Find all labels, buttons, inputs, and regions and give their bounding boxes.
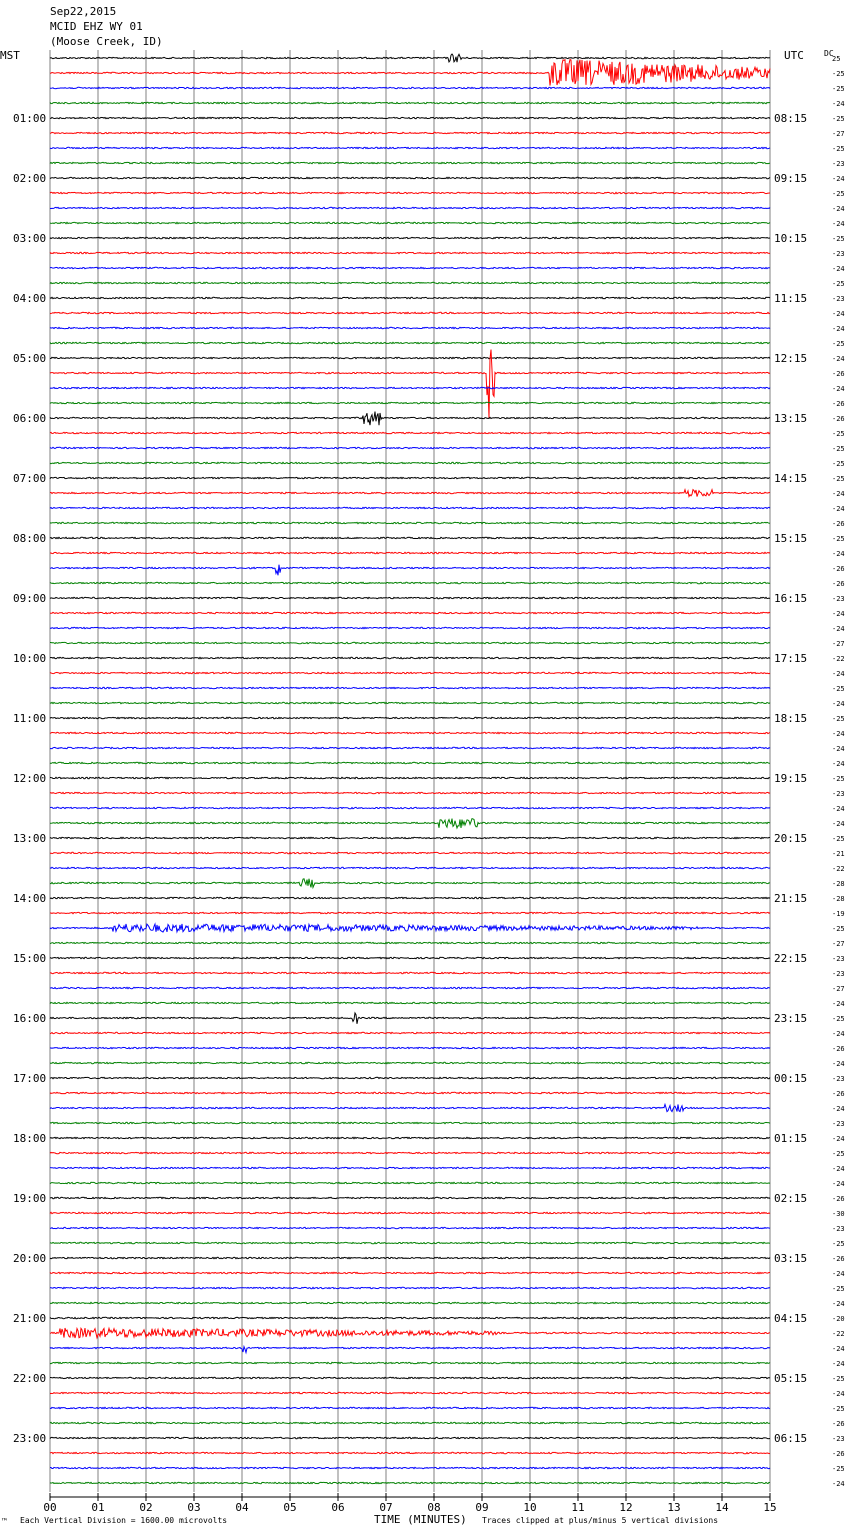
seismic-trace (50, 252, 770, 253)
left-hour-label: 01:00 (13, 112, 47, 125)
left-hour-label: 14:00 (13, 892, 47, 905)
seismic-trace (50, 867, 770, 868)
x-tick-label: 07 (379, 1501, 393, 1514)
seismic-trace (50, 350, 770, 418)
seismic-trace (50, 924, 770, 932)
seismic-trace (50, 147, 770, 148)
dc-offset-label: -26 (832, 580, 845, 588)
dc-offset-label: -25 (832, 1015, 845, 1023)
right-hour-label: 12:15 (774, 352, 808, 365)
seismic-trace (50, 897, 770, 898)
dc-offset-label: -24 (832, 745, 845, 753)
dc-offset-label: -25 (832, 85, 845, 93)
dc-offset-label: -24 (832, 355, 845, 363)
left-hour-label: 07:00 (13, 472, 47, 485)
left-hour-label: 02:00 (13, 172, 47, 185)
dc-offset-label: -26 (832, 370, 845, 378)
dc-offset-label: -27 (832, 640, 845, 648)
x-tick-label: 01 (91, 1501, 105, 1514)
dc-offset-label: -24 (832, 550, 845, 558)
dc-offset-label: -25 (832, 1150, 845, 1158)
dc-offset-label: -27 (832, 985, 845, 993)
left-hour-label: 09:00 (13, 592, 47, 605)
x-tick-label: 00 (43, 1501, 57, 1514)
seismic-trace (50, 972, 770, 973)
dc-offset-label: -25 (832, 835, 845, 843)
dc-offset-label: -24 (832, 1000, 845, 1008)
seismic-trace (50, 807, 770, 808)
seismic-trace (50, 507, 770, 508)
dc-offset-label: -22 (832, 1330, 845, 1338)
dc-offset-label: -24 (832, 1345, 845, 1353)
right-hour-label: 04:15 (774, 1312, 808, 1325)
left-hour-label: 06:00 (13, 412, 47, 425)
x-tick-label: 03 (187, 1501, 201, 1514)
right-hour-label: 06:15 (774, 1432, 808, 1445)
dc-offset-label: -24 (832, 1270, 845, 1278)
dc-offset-label: -26 (832, 1420, 845, 1428)
x-tick-label: 08 (427, 1501, 441, 1514)
seismic-trace (50, 447, 770, 448)
seismic-trace (50, 732, 770, 733)
dc-offset-label: -24 (832, 1180, 845, 1188)
seismic-trace (50, 177, 770, 178)
dc-offset-label: -30 (832, 1210, 845, 1218)
left-hour-label: 17:00 (13, 1072, 47, 1085)
seismic-trace (50, 490, 770, 497)
seismic-trace (50, 1482, 770, 1483)
dc-offset-label: -24 (832, 100, 845, 108)
dc-offset-label: -23 (832, 790, 845, 798)
dc-offset-label: -24 (832, 1105, 845, 1113)
dc-offset-label: -24 (832, 670, 845, 678)
seismic-trace (50, 1328, 770, 1338)
seismic-trace (50, 672, 770, 673)
x-tick-label: 15 (763, 1501, 777, 1514)
footer-corner-mark: ™ (2, 1517, 7, 1526)
vertical-division-note: Each Vertical Division = 1600.00 microvolts (20, 1516, 228, 1525)
seismic-trace (50, 297, 770, 298)
seismic-trace (50, 717, 770, 718)
seismic-trace (50, 54, 770, 62)
right-hour-label: 19:15 (774, 772, 808, 785)
right-timezone-label: UTC (784, 49, 804, 62)
seismic-trace (50, 1137, 770, 1138)
seismic-trace (50, 402, 770, 403)
dc-offset-label: -23 (832, 595, 845, 603)
x-tick-label: 12 (619, 1501, 633, 1514)
seismic-trace (50, 462, 770, 463)
dc-offset-label: -25 (832, 1405, 845, 1413)
dc-offset-label: -23 (832, 1075, 845, 1083)
dc-offset-label: -27 (832, 940, 845, 948)
dc-offset-label: -25 (832, 460, 845, 468)
seismic-trace (50, 957, 770, 958)
left-hour-label: 03:00 (13, 232, 47, 245)
dc-offset-label: -25 (832, 925, 845, 933)
seismic-trace (50, 642, 770, 643)
right-hour-label: 21:15 (774, 892, 808, 905)
x-tick-label: 13 (667, 1501, 681, 1514)
dc-offset-label: -24 (832, 310, 845, 318)
seismic-trace (50, 387, 770, 388)
dc-offset-label: -23 (832, 160, 845, 168)
dc-offset-label: -25 (832, 280, 845, 288)
seismic-trace (50, 1347, 770, 1353)
seismic-trace (50, 837, 770, 838)
seismic-trace (50, 597, 770, 598)
seismic-trace (50, 1212, 770, 1213)
dc-offset-label: -24 (832, 385, 845, 393)
left-hour-label: 05:00 (13, 352, 47, 365)
dc-offset-label: -25 (832, 430, 845, 438)
dc-offset-label: -23 (832, 295, 845, 303)
seismic-trace (50, 537, 770, 538)
seismic-trace (50, 327, 770, 328)
left-hour-label: 13:00 (13, 832, 47, 845)
dc-offset-label: -26 (832, 565, 845, 573)
dc-offset-label: -25 (832, 235, 845, 243)
dc-offset-label: -24 (832, 505, 845, 513)
dc-offset-label: -24 (832, 205, 845, 213)
seismic-trace (50, 1287, 770, 1288)
dc-offset-label: -26 (832, 1255, 845, 1263)
x-tick-label: 05 (283, 1501, 297, 1514)
seismic-trace (50, 522, 770, 523)
seismic-trace (50, 192, 770, 193)
left-hour-label: 23:00 (13, 1432, 47, 1445)
right-hour-label: 05:15 (774, 1372, 808, 1385)
right-hour-label: 22:15 (774, 952, 808, 965)
left-hour-label: 15:00 (13, 952, 47, 965)
seismic-trace (50, 1104, 770, 1111)
dc-offset-label: -24 (832, 490, 845, 498)
left-hour-label: 16:00 (13, 1012, 47, 1025)
dc-offset-label: -25 (832, 340, 845, 348)
right-hour-label: 01:15 (774, 1132, 808, 1145)
seismic-trace (50, 222, 770, 223)
seismic-trace (50, 312, 770, 313)
seismic-trace (50, 117, 770, 118)
right-hour-label: 09:15 (774, 172, 808, 185)
dc-offset-label: -24 (832, 325, 845, 333)
dc-offset-label: -24 (832, 1390, 845, 1398)
dc-offset-label: -25 (832, 115, 845, 123)
seismic-trace (50, 942, 770, 943)
seismic-trace (50, 1167, 770, 1168)
right-hour-label: 23:15 (774, 1012, 808, 1025)
dc-offset-label: -22 (832, 655, 845, 663)
dc-label: DC (824, 49, 834, 58)
dc-offset-label: -24 (832, 610, 845, 618)
dc-offset-label: 25 (832, 55, 841, 63)
dc-offset-label: -21 (832, 850, 845, 858)
x-tick-label: 10 (523, 1501, 537, 1514)
seismic-trace (50, 1392, 770, 1393)
chart-date: Sep22,2015 (50, 5, 117, 18)
dc-offset-label: -25 (832, 1285, 845, 1293)
dc-offset-label: -26 (832, 1090, 845, 1098)
seismic-trace (50, 912, 770, 913)
dc-offset-label: -24 (832, 1060, 845, 1068)
seismic-trace (50, 657, 770, 658)
seismic-trace (50, 627, 770, 628)
seismic-trace (50, 1257, 770, 1258)
dc-offset-label: -24 (832, 1300, 845, 1308)
seismic-trace (50, 1047, 770, 1048)
dc-offset-label: -25 (832, 685, 845, 693)
dc-offset-label: -27 (832, 130, 845, 138)
right-hour-label: 13:15 (774, 412, 808, 425)
dc-offset-label: -24 (832, 1030, 845, 1038)
right-hour-label: 02:15 (774, 1192, 808, 1205)
seismic-trace (50, 132, 770, 133)
seismic-trace (50, 987, 770, 988)
chart-location: (Moose Creek, ID) (50, 35, 163, 48)
dc-offset-label: -25 (832, 70, 845, 78)
right-hour-label: 18:15 (774, 712, 808, 725)
dc-offset-label: -28 (832, 880, 845, 888)
seismic-trace (50, 565, 770, 576)
dc-offset-label: -23 (832, 1120, 845, 1128)
seismic-trace (50, 1062, 770, 1063)
seismic-trace (50, 1437, 770, 1438)
left-hour-label: 04:00 (13, 292, 47, 305)
dc-offset-label: -19 (832, 910, 845, 918)
right-hour-label: 17:15 (774, 652, 808, 665)
dc-offset-label: -25 (832, 145, 845, 153)
seismic-trace (50, 1032, 770, 1033)
dc-offset-label: -26 (832, 1450, 845, 1458)
right-hour-label: 11:15 (774, 292, 808, 305)
dc-offset-label: -24 (832, 625, 845, 633)
right-hour-label: 00:15 (774, 1072, 808, 1085)
seismic-trace (50, 612, 770, 613)
left-hour-label: 19:00 (13, 1192, 47, 1205)
dc-offset-label: -25 (832, 190, 845, 198)
left-hour-label: 10:00 (13, 652, 47, 665)
right-hour-label: 08:15 (774, 112, 808, 125)
seismic-trace (50, 1377, 770, 1378)
left-hour-label: 12:00 (13, 772, 47, 785)
left-hour-label: 11:00 (13, 712, 47, 725)
dc-offset-label: -26 (832, 1195, 845, 1203)
dc-offset-label: -24 (832, 730, 845, 738)
dc-offset-label: -23 (832, 955, 845, 963)
seismic-trace (50, 1362, 770, 1363)
x-tick-label: 04 (235, 1501, 249, 1514)
seismic-trace (50, 1452, 770, 1453)
left-hour-label: 20:00 (13, 1252, 47, 1265)
dc-offset-label: -24 (832, 760, 845, 768)
right-hour-label: 20:15 (774, 832, 808, 845)
dc-offset-label: -26 (832, 520, 845, 528)
left-hour-label: 21:00 (13, 1312, 47, 1325)
dc-offset-label: -26 (832, 1045, 845, 1053)
dc-offset-label: -24 (832, 175, 845, 183)
seismic-trace (50, 1197, 770, 1198)
seismic-trace (50, 1272, 770, 1273)
dc-offset-label: -23 (832, 970, 845, 978)
seismic-trace (50, 102, 770, 103)
dc-offset-label: -23 (832, 1435, 845, 1443)
seismic-trace (50, 687, 770, 688)
seismic-trace (50, 1242, 770, 1243)
dc-offset-label: -25 (832, 1465, 845, 1473)
dc-offset-label: -23 (832, 250, 845, 258)
x-axis-label: TIME (MINUTES) (374, 1513, 467, 1526)
seismic-trace (50, 237, 770, 238)
dc-offset-label: -24 (832, 700, 845, 708)
dc-offset-label: -25 (832, 475, 845, 483)
x-tick-label: 02 (139, 1501, 153, 1514)
dc-offset-label: -25 (832, 1240, 845, 1248)
seismic-trace (50, 432, 770, 433)
dc-offset-label: -26 (832, 415, 845, 423)
dc-offset-label: -26 (832, 400, 845, 408)
dc-offset-label: -24 (832, 1360, 845, 1368)
dc-offset-label: -25 (832, 445, 845, 453)
seismic-trace (50, 1077, 770, 1078)
dc-offset-label: -24 (832, 1165, 845, 1173)
right-hour-label: 15:15 (774, 532, 808, 545)
right-hour-label: 10:15 (774, 232, 808, 245)
dc-offset-label: -28 (832, 895, 845, 903)
dc-offset-label: -24 (832, 1480, 845, 1488)
dc-offset-label: -24 (832, 820, 845, 828)
left-hour-label: 18:00 (13, 1132, 47, 1145)
seismic-trace (50, 582, 770, 583)
dc-offset-label: -25 (832, 715, 845, 723)
chart-title: MCID EHZ WY 01 (50, 20, 143, 33)
seismic-trace (50, 1467, 770, 1468)
seismic-trace (50, 702, 770, 703)
clip-note: Traces clipped at plus/minus 5 vertical divisions (482, 1516, 719, 1525)
seismic-trace (50, 1422, 770, 1423)
seismic-trace (50, 747, 770, 748)
seismic-trace (50, 819, 770, 828)
dc-offset-label: -25 (832, 535, 845, 543)
x-tick-label: 06 (331, 1501, 345, 1514)
x-tick-label: 11 (571, 1501, 585, 1514)
dc-offset-label: -25 (832, 775, 845, 783)
seismic-trace (50, 1002, 770, 1003)
seismic-trace (50, 357, 770, 358)
seismic-trace (50, 1013, 770, 1024)
seismic-trace (50, 1122, 770, 1123)
seismic-trace (50, 162, 770, 163)
seismic-trace (50, 852, 770, 853)
left-hour-label: 22:00 (13, 1372, 47, 1385)
seismic-trace (50, 1152, 770, 1153)
seismic-trace (50, 477, 770, 478)
dc-offset-label: -22 (832, 865, 845, 873)
seismic-trace (50, 412, 770, 426)
seismic-trace (50, 762, 770, 763)
seismic-trace (50, 552, 770, 553)
dc-offset-label: -24 (832, 1135, 845, 1143)
seismic-trace (50, 1227, 770, 1228)
seismic-trace (50, 60, 770, 86)
seismic-trace (50, 267, 770, 268)
seismic-trace (50, 87, 770, 88)
right-hour-label: 03:15 (774, 1252, 808, 1265)
right-hour-label: 16:15 (774, 592, 808, 605)
x-tick-label: 09 (475, 1501, 489, 1514)
seismic-trace (50, 207, 770, 208)
dc-offset-label: -24 (832, 220, 845, 228)
seismic-trace (50, 1407, 770, 1408)
seismic-trace (50, 1092, 770, 1093)
dc-offset-label: -20 (832, 1315, 845, 1323)
dc-offset-label: -24 (832, 265, 845, 273)
dc-offset-label: -25 (832, 1375, 845, 1383)
x-tick-label: 14 (715, 1501, 729, 1514)
left-hour-label: 08:00 (13, 532, 47, 545)
dc-offset-label: -24 (832, 805, 845, 813)
seismic-trace (50, 282, 770, 283)
seismic-trace (50, 1317, 770, 1318)
seismic-trace (50, 1302, 770, 1303)
seismic-trace (50, 879, 770, 888)
left-timezone-label: MST (0, 49, 20, 62)
seismic-trace (50, 777, 770, 778)
right-hour-label: 14:15 (774, 472, 808, 485)
seismic-trace (50, 342, 770, 343)
seismic-trace (50, 1182, 770, 1183)
dc-offset-label: -23 (832, 1225, 845, 1233)
seismic-trace (50, 792, 770, 793)
